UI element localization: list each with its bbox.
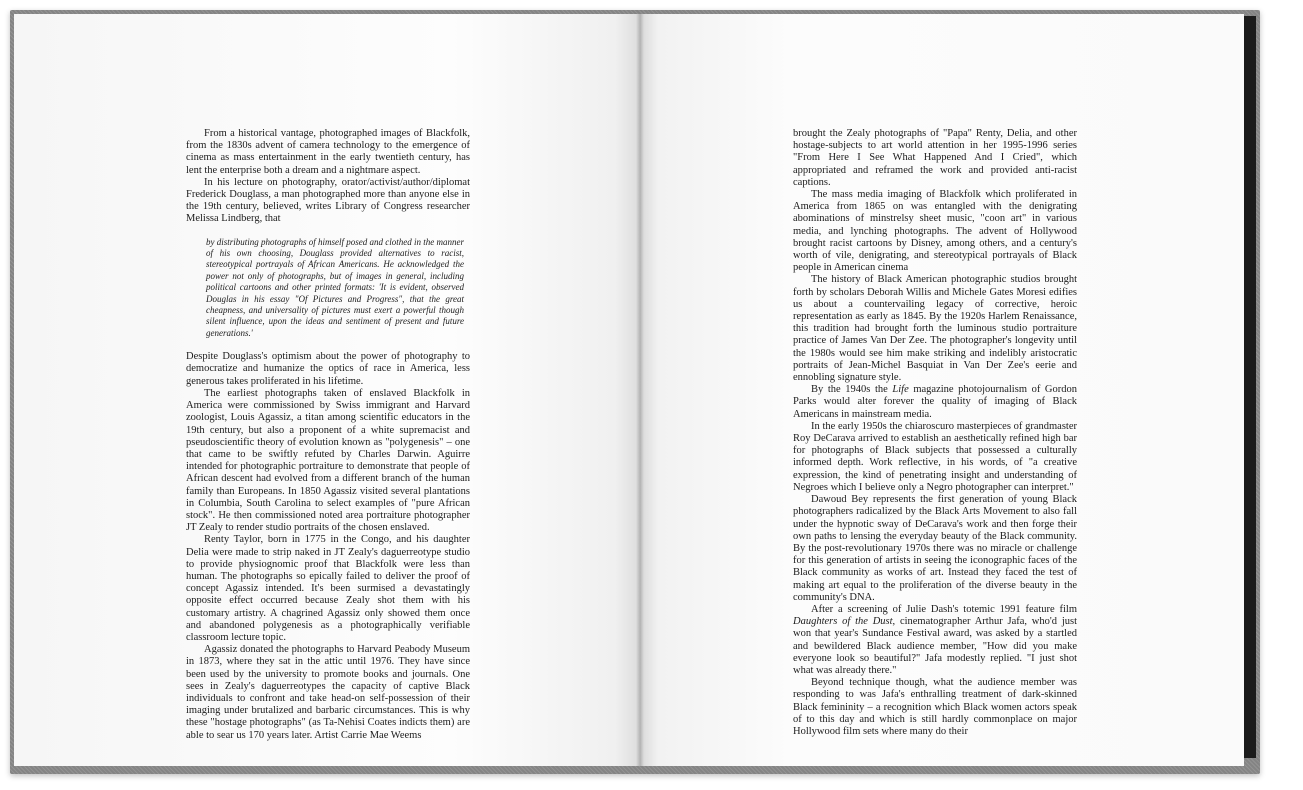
block-quote	[206, 237, 464, 340]
text-run: , cinematographer Arthur Jafa, who'd just won that year's Sundance Festival award, was asked by a startled and bewildered Black audience member, "How did you make everyone look so beautiful?" Jafa modestly replied. "I just shot what was already there."	[793, 616, 1077, 676]
paragraph: The history of Black American photographic studios brought forth by scholars Deborah Willis and Michele Gates Moresi edifies us about a countervailing legacy of corrective, heroic representation as early as 1845. By the 1920s Harlem Renaissance, this tradition had brought forth the luminous studio portraiture practice of James Van Der Zee. The photographer's longevity until the 1980s would see him make striking and indelibly aristocratic portraits of Jean-Michel Basquiat in Van Der Zee's eerie and ennobling signature style.	[793, 274, 1077, 384]
book-gutter	[636, 14, 644, 766]
paragraph: brought the Zealy photographs of "Papa" Renty, Delia, and other hostage-subjects to art world attention in her 1995-1996 series "From Here I See What Happened And I Cried", which appropriated and reframed the work and provided anti-racist captions.	[793, 128, 1077, 188]
paragraph: Agassiz donated the photographs to Harvard Peabody Museum in 1873, where they sat in the attic until 1976. They have since been used by the university to promote books and journals. One sees in Zealy's daguerreotypes the capacity of captive Black individuals to confront and take head-on self-possession of their imaging under brutalized and barbaric circumstances. This is why these "hostage photographs" (as Ta-Nehisi Coates indicts them) are able to sear us 170 years later. Artist Carrie Mae Weems	[186, 644, 470, 741]
paragraph: In the early 1950s the chiaroscuro masterpieces of grandmaster Roy DeCarava arrived to establish an aesthetically refined high bar for photographs of Black subjects that possessed a culturally informed depth. Work reflective, in his words, of "a creative expression, the kind of penetrating insight and understanding of Negroes which I believe only a Negro photographer can interpret."	[793, 420, 1077, 493]
paragraph	[793, 384, 1077, 421]
paragraph	[793, 604, 1077, 677]
text-run: By the 1940s the	[811, 384, 893, 396]
paragraph: The mass media imaging of Blackfolk which proliferated in America from 1865 on was entangled with the denigrating abominations of minstrelsy sheet music, "coon art" in various media, and lynching photographs. The advent of Hollywood brought racist cartoons by Disney, among others, and a century's worth of vile, denigrating, and stereotypical portrayals of Black people in American cinema	[793, 189, 1077, 274]
left-page-text	[186, 128, 470, 742]
paragraph: Despite Douglass's optimism about the power of photography to democratize and humanize the optics of race in America, less generous takes proliferated in his lifetime.	[186, 351, 470, 387]
paragraph: Dawoud Bey represents the first generation of young Black photographers radicalized by the Black Arts Movement to also fall under the hypnotic sway of DeCarava's work and then forge their own paths to lensing the everyday beauty of the Black community. By the post-revolutionary 1970s there was no miracle or challenge for this generation of artists in seeing the iconographic faces of the Black community as works of art. Instead they faced the test of making art equal to the proliferation of the diverse beauty in the community's DNA.	[793, 494, 1077, 603]
paragraph: In his lecture on photography, orator/activist/author/diplomat Frederick Douglass, a man photographed more than anyone else in the 19th century, believed, writes Library of Congress researcher Melissa Lindberg, that	[186, 176, 470, 225]
magazine-title: Life	[892, 384, 909, 396]
paragraph: Renty Taylor, born in 1775 in the Congo, and his daughter Delia were made to strip naked in JT Zealy's daguerreotype studio to provide physiognomic proof that Blackfolk were less than human. The photographs so epically failed to deliver the proof of concept Agassiz intended. It's been surmised a devastatingly opposite effect occurred because Zealy shot them with his customary artistry. A chagrined Agassiz only showed them once and abandoned polygenesis as a photographically verifiable classroom lecture topic.	[186, 534, 470, 643]
film-title: Daughters of the Dust	[793, 616, 893, 628]
text-run: magazine photojournalism of Gordon Parks would alter forever the quality of imaging of Black Americans in mainstream media.	[793, 384, 1077, 420]
text-run: After a screening of Julie Dash's totemic 1991 feature film	[811, 603, 1077, 615]
paragraph: The earliest photographs taken of enslaved Blackfolk in America were commissioned by Swiss immigrant and Harvard zoologist, Louis Agassiz, a titan among scientific educators in the 19th century, but also a proponent of a white supremacist and pseudoscientific theory of evolution known as "polygenesis" – one that came to be swiftly refuted by Charles Darwin. Aguirre intended for photographic portraiture to demonstrate that people of African descent had evolved from a different branch of the human family than Europeans. In 1850 Agassiz visited several plantations in Columbia, South Carolina to select examples of "pure African stock". He then commissioned noted area portraiture photographer JT Zealy to render studio portraits of the chosen enslaved.	[186, 387, 470, 534]
quote-text: by distributing photographs of himself posed and clothed in the manner of his own choosing, Douglass provided alternatives to racist, stereotypical portrayals of African Americans. He acknowledged the power not only of photographs, but of images in general, including political cartoons and other printed formats: 'It is evident, observed Douglas in his essay "Of Pictures and Progress", that the great cheapness, and universality of pictures must exert a powerful though silent influence, upon the ideas and sentiment of present and future generations.'	[206, 236, 464, 338]
paragraph: From a historical vantage, photographed images of Blackfolk, from the 1830s advent of camera technology to the emergence of cinema as mass entertainment in the early twentieth century, has lent the enterprise both a dream and a nightmare aspect.	[186, 128, 470, 176]
paragraph: Beyond technique though, what the audience member was responding to was Jafa's enthralling treatment of dark-skinned Black femininity – a recognition which Black women actors speak of to this day and which is still hardly commonplace on major Hollywood film sets where many do their	[793, 677, 1077, 737]
right-page-text	[793, 128, 1077, 738]
